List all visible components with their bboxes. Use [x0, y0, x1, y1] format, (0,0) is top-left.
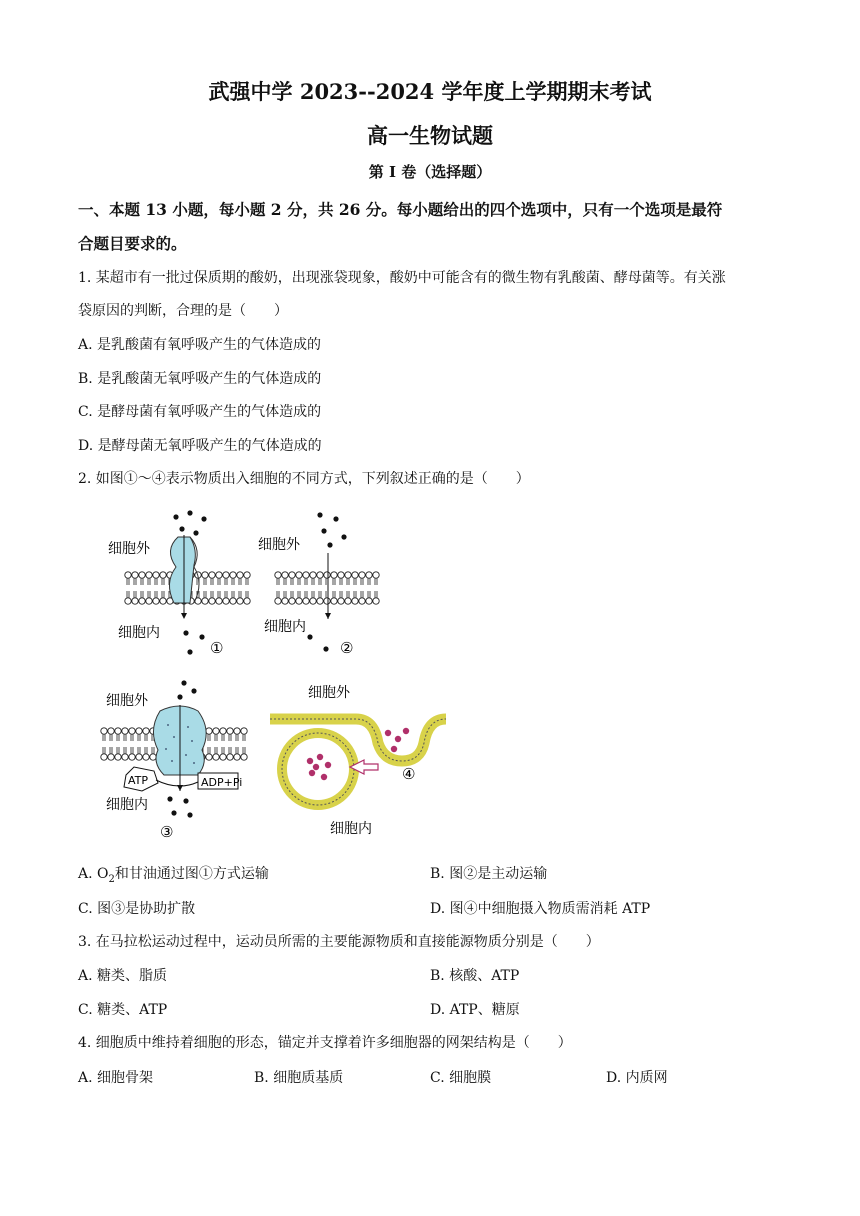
q4-option-b: B. 细胞质基质 — [254, 1070, 344, 1086]
q4-option-a: A. 细胞骨架 — [78, 1070, 154, 1086]
section-instruction-2: 合题目要求的。 — [78, 234, 187, 253]
q1-option-c: C. 是酵母菌有氧呼吸产生的气体造成的 — [78, 404, 322, 420]
q2-option-a-pre: A. O — [78, 866, 109, 882]
q2-option-a — [78, 863, 269, 885]
q2-option-c: C. 图③是协助扩散 — [78, 901, 196, 917]
q1-stem-2: 袋原因的判断，合理的是（ ） — [78, 303, 288, 319]
q1-option-a: A. 是乳酸菌有氧呼吸产生的气体造成的 — [78, 337, 322, 353]
membrane-transport-figure — [98, 505, 448, 845]
panel-1-inside-label: 细胞内 — [118, 625, 160, 641]
adp-label: ADP+Pi — [201, 776, 243, 789]
panel-2-inside-label: 细胞内 — [264, 619, 306, 635]
atp-label: ATP — [128, 774, 149, 787]
panel-3-active-transport — [101, 680, 247, 841]
section-instruction-1: 一、本题 13 小题，每小题 2 分，共 26 分。每小题给出的四个选项中，只有一个选项是最符 — [78, 200, 723, 219]
panel-4-inside-label: 细胞内 — [330, 821, 372, 837]
panel-4-outside-label: 细胞外 — [308, 685, 350, 701]
q4-stem: 4. 细胞质中维持着细胞的形态，锚定并支撑着许多细胞器的网架结构是（ ） — [78, 1035, 572, 1051]
q2-option-b: B. 图②是主动运输 — [430, 866, 548, 882]
panel-2-outside-label: 细胞外 — [258, 537, 300, 553]
q1-option-b: B. 是乳酸菌无氧呼吸产生的气体造成的 — [78, 371, 322, 387]
q3-option-c: C. 糖类、ATP — [78, 1002, 168, 1018]
q1-stem-1: 1. 某超市有一批过保质期的酸奶，出现涨袋现象，酸奶中可能含有的微生物有乳酸菌、酵母菌等。有关涨 — [78, 270, 726, 286]
panel-3-inside-label: 细胞内 — [106, 797, 148, 813]
q2-option-a-post: 和甘油通过图①方式运输 — [114, 866, 269, 882]
panel-1-molecules — [173, 510, 206, 535]
q2-option-a-sub: 2 — [108, 873, 115, 885]
q4-option-d: D. 内质网 — [606, 1070, 668, 1086]
panel-2-molecules — [317, 512, 346, 547]
panel-2-membrane — [275, 572, 379, 604]
q3-stem: 3. 在马拉松运动过程中，运动员所需的主要能源物质和直接能源物质分别是（ ） — [78, 934, 600, 950]
q3-option-a: A. 糖类、脂质 — [78, 968, 168, 984]
q3-option-d: D. ATP、糖原 — [430, 1002, 520, 1018]
panel-1-outside-label: 细胞外 — [108, 541, 150, 557]
volume-heading: 第 I 卷（选择题） — [368, 163, 492, 181]
panel-2-simple-diffusion — [258, 512, 379, 657]
panel-1-number: ① — [210, 639, 224, 657]
q2-option-d: D. 图④中细胞摄入物质需消耗 ATP — [430, 901, 651, 917]
q4-option-c: C. 细胞膜 — [430, 1070, 492, 1086]
q1-option-d: D. 是酵母菌无氧呼吸产生的气体造成的 — [78, 438, 322, 454]
panel-4-number: ④ — [402, 765, 416, 783]
panel-3-number: ③ — [160, 823, 174, 841]
q3-option-b: B. 核酸、ATP — [430, 968, 520, 984]
panel-1-channel-transport — [108, 510, 250, 657]
panel-3-outside-label: 细胞外 — [106, 693, 148, 709]
exam-subtitle: 高一生物试题 — [367, 123, 493, 148]
exam-title: 武强中学 2023--2024 学年度上学期期末考试 — [208, 79, 652, 104]
q2-stem: 2. 如图①～④表示物质出入细胞的不同方式，下列叙述正确的是（ ） — [78, 471, 530, 487]
panel-4-endocytosis — [270, 685, 446, 837]
panel-2-number: ② — [340, 639, 354, 657]
